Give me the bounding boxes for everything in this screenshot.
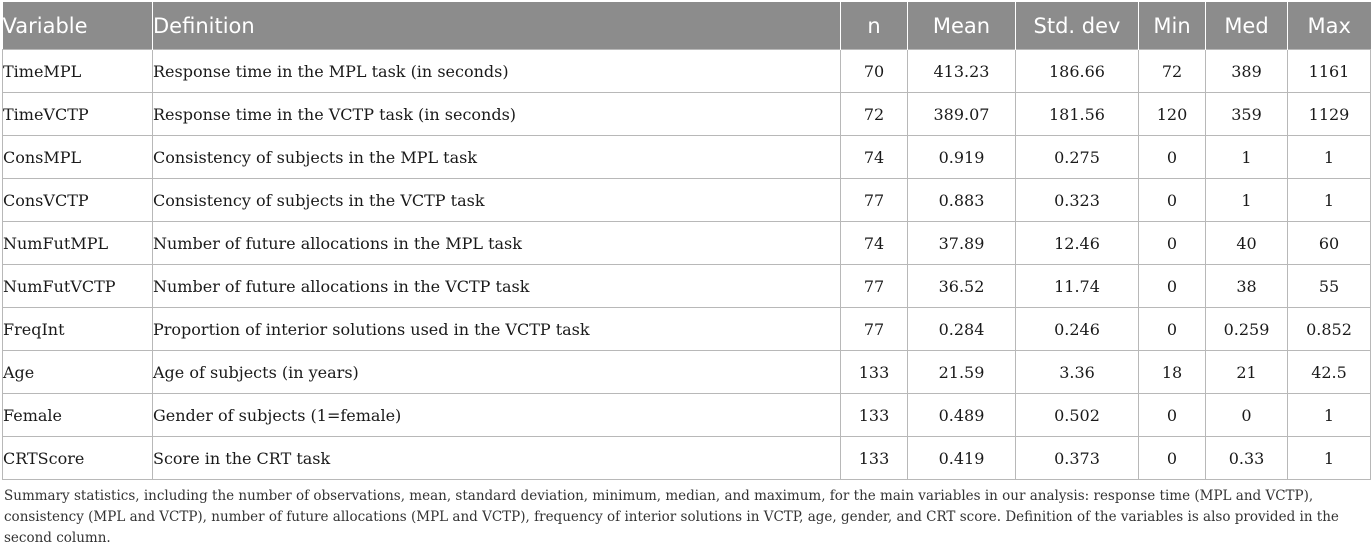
cell-min: 18 xyxy=(1139,351,1206,394)
cell-std-dev: 0.373 xyxy=(1016,437,1139,480)
table-row xyxy=(3,394,1371,437)
header-max: Max xyxy=(1288,2,1371,50)
cell-med: 21 xyxy=(1206,351,1288,394)
cell-mean: 389.07 xyxy=(908,93,1016,136)
header-med: Med xyxy=(1206,2,1288,50)
cell-min: 0 xyxy=(1139,437,1206,480)
cell-med: 359 xyxy=(1206,93,1288,136)
header-n: n xyxy=(841,2,908,50)
cell-variable: ConsMPL xyxy=(3,136,153,179)
cell-max: 0.852 xyxy=(1288,308,1371,351)
cell-min: 0 xyxy=(1139,308,1206,351)
cell-min: 0 xyxy=(1139,394,1206,437)
cell-std-dev: 11.74 xyxy=(1016,265,1139,308)
cell-definition: Number of future allocations in the MPL task xyxy=(153,222,841,265)
table-row xyxy=(3,179,1371,222)
header-mean: Mean xyxy=(908,2,1016,50)
cell-mean: 0.489 xyxy=(908,394,1016,437)
table-row xyxy=(3,93,1371,136)
table-row xyxy=(3,265,1371,308)
cell-definition: Consistency of subjects in the MPL task xyxy=(153,136,841,179)
cell-definition: Response time in the MPL task (in seconds) xyxy=(153,50,841,93)
table-row xyxy=(3,308,1371,351)
cell-n: 74 xyxy=(841,136,908,179)
table-row xyxy=(3,437,1371,480)
cell-definition: Number of future allocations in the VCTP task xyxy=(153,265,841,308)
cell-min: 0 xyxy=(1139,136,1206,179)
cell-std-dev: 0.275 xyxy=(1016,136,1139,179)
cell-variable: Female xyxy=(3,394,153,437)
cell-variable: TimeMPL xyxy=(3,50,153,93)
cell-max: 42.5 xyxy=(1288,351,1371,394)
cell-std-dev: 0.502 xyxy=(1016,394,1139,437)
cell-max: 55 xyxy=(1288,265,1371,308)
cell-variable: CRTScore xyxy=(3,437,153,480)
cell-variable: FreqInt xyxy=(3,308,153,351)
cell-definition: Gender of subjects (1=female) xyxy=(153,394,841,437)
table-row xyxy=(3,351,1371,394)
cell-med: 40 xyxy=(1206,222,1288,265)
cell-min: 0 xyxy=(1139,222,1206,265)
cell-max: 1 xyxy=(1288,179,1371,222)
cell-std-dev: 3.36 xyxy=(1016,351,1139,394)
cell-mean: 36.52 xyxy=(908,265,1016,308)
cell-mean: 0.419 xyxy=(908,437,1016,480)
cell-max: 1 xyxy=(1288,394,1371,437)
cell-med: 38 xyxy=(1206,265,1288,308)
cell-n: 77 xyxy=(841,179,908,222)
cell-mean: 0.883 xyxy=(908,179,1016,222)
cell-n: 70 xyxy=(841,50,908,93)
header-std-dev: Std. dev xyxy=(1016,2,1139,50)
cell-std-dev: 0.246 xyxy=(1016,308,1139,351)
cell-n: 77 xyxy=(841,308,908,351)
header-variable: Variable xyxy=(3,2,153,50)
cell-med: 0.33 xyxy=(1206,437,1288,480)
cell-max: 1 xyxy=(1288,136,1371,179)
cell-max: 60 xyxy=(1288,222,1371,265)
cell-variable: Age xyxy=(3,351,153,394)
cell-med: 1 xyxy=(1206,179,1288,222)
header-min: Min xyxy=(1139,2,1206,50)
cell-mean: 413.23 xyxy=(908,50,1016,93)
cell-max: 1161 xyxy=(1288,50,1371,93)
cell-variable: NumFutMPL xyxy=(3,222,153,265)
cell-min: 120 xyxy=(1139,93,1206,136)
cell-definition: Consistency of subjects in the VCTP task xyxy=(153,179,841,222)
cell-mean: 21.59 xyxy=(908,351,1016,394)
cell-med: 0.259 xyxy=(1206,308,1288,351)
cell-definition: Age of subjects (in years) xyxy=(153,351,841,394)
cell-med: 0 xyxy=(1206,394,1288,437)
cell-n: 133 xyxy=(841,437,908,480)
cell-mean: 0.284 xyxy=(908,308,1016,351)
cell-n: 74 xyxy=(841,222,908,265)
cell-min: 0 xyxy=(1139,265,1206,308)
cell-definition: Proportion of interior solutions used in the VCTP task xyxy=(153,308,841,351)
cell-max: 1129 xyxy=(1288,93,1371,136)
cell-min: 0 xyxy=(1139,179,1206,222)
cell-mean: 0.919 xyxy=(908,136,1016,179)
table-caption: Summary statistics, including the number of observations, mean, standard deviation, minimum, median, and maximum, for the main variables in our analysis: response time (MPL and VCTP), consistency (MPL and VCTP), number of future allocations (MPL and VCTP), frequency of interior solutions in VCTP, age, gender, and CRT score. Definition of the variables is also provided in the second column. xyxy=(4,488,1339,546)
cell-max: 1 xyxy=(1288,437,1371,480)
cell-variable: TimeVCTP xyxy=(3,93,153,136)
cell-variable: ConsVCTP xyxy=(3,179,153,222)
cell-n: 77 xyxy=(841,265,908,308)
cell-n: 133 xyxy=(841,351,908,394)
cell-std-dev: 181.56 xyxy=(1016,93,1139,136)
cell-med: 1 xyxy=(1206,136,1288,179)
table-header-row xyxy=(3,2,1371,50)
cell-std-dev: 0.323 xyxy=(1016,179,1139,222)
cell-definition: Response time in the VCTP task (in seconds) xyxy=(153,93,841,136)
summary-statistics-table xyxy=(2,2,1371,480)
cell-n: 72 xyxy=(841,93,908,136)
table-row xyxy=(3,136,1371,179)
table-row xyxy=(3,50,1371,93)
table-row xyxy=(3,222,1371,265)
cell-n: 133 xyxy=(841,394,908,437)
cell-min: 72 xyxy=(1139,50,1206,93)
cell-std-dev: 186.66 xyxy=(1016,50,1139,93)
cell-med: 389 xyxy=(1206,50,1288,93)
cell-mean: 37.89 xyxy=(908,222,1016,265)
cell-std-dev: 12.46 xyxy=(1016,222,1139,265)
cell-definition: Score in the CRT task xyxy=(153,437,841,480)
cell-variable: NumFutVCTP xyxy=(3,265,153,308)
header-definition: Definition xyxy=(153,2,841,50)
